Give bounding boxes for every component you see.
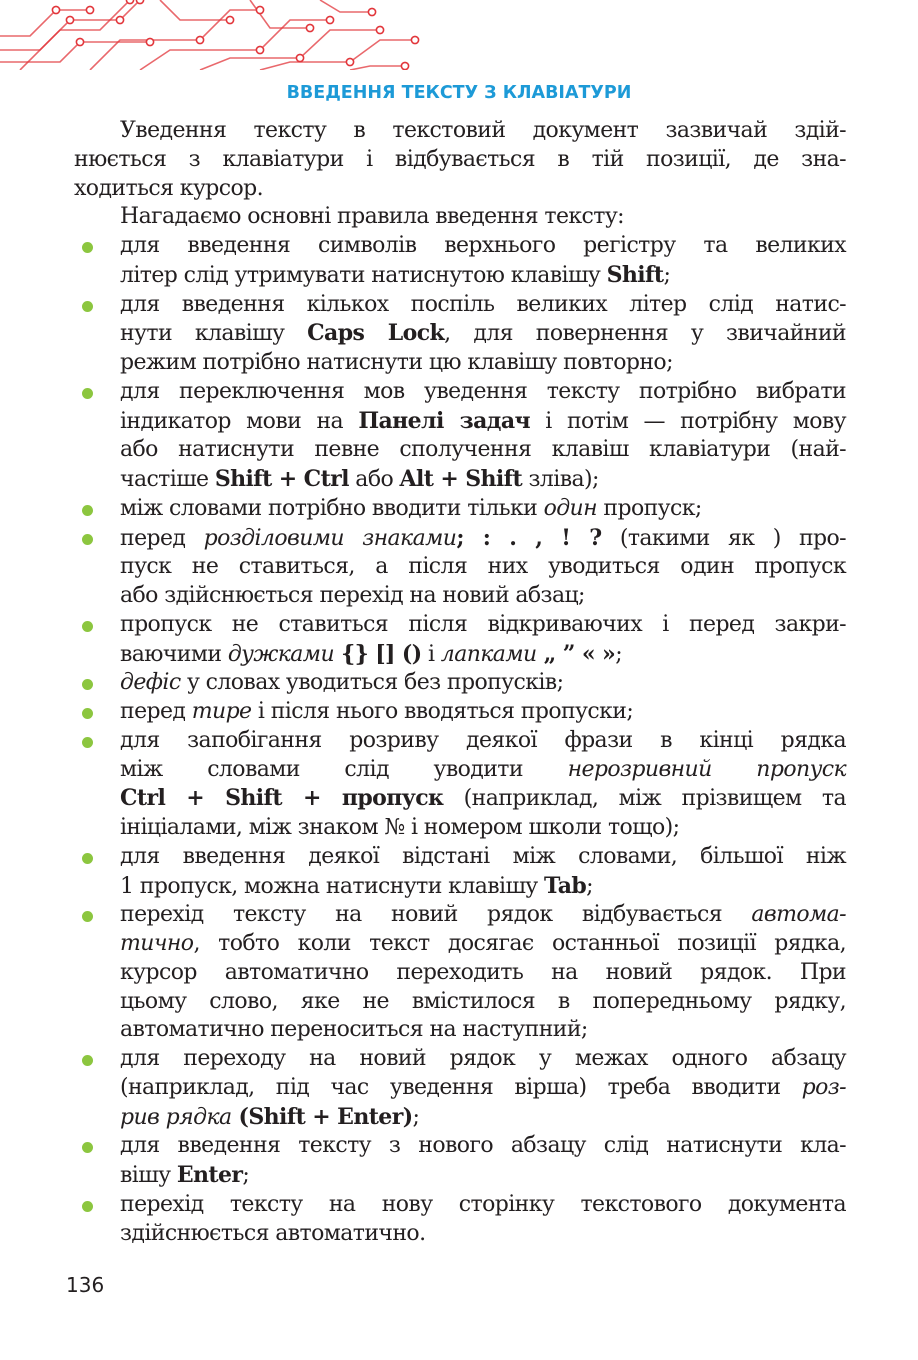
text-run: ; <box>663 262 671 288</box>
text-run: цьому слово, яке не вмістилося в попередньому рядку, <box>120 988 846 1014</box>
rule-line <box>120 814 846 843</box>
text-run: курсор автоматично переходить на новий рядок. При <box>120 959 846 985</box>
italic-term: лапками <box>440 641 537 667</box>
text-run: пуск не ставиться, а після них уводиться один пропуск <box>120 554 846 580</box>
lead-paragraph <box>120 203 846 232</box>
intro-paragraph <box>74 117 846 203</box>
text-run: зліва); <box>522 467 599 492</box>
rule-line <box>120 959 846 988</box>
italic-term: роз- <box>801 1074 846 1100</box>
text-run: ; <box>586 873 593 899</box>
text-run: ; <box>615 641 623 667</box>
bold-term: Shift <box>606 261 664 288</box>
bold-term: Alt + Shift <box>399 466 523 492</box>
bullet-icon <box>82 534 93 545</box>
text-run: (наприклад, під час уведення вірша) треба вводити <box>120 1074 802 1100</box>
text-run: літер слід утримувати натиснутою клавішу <box>120 262 607 288</box>
text-run: для введення деякої відстані між словами, більшої ніж <box>120 843 846 869</box>
italic-term: дефіс <box>120 670 181 696</box>
rule-line <box>120 1103 846 1133</box>
rule-line <box>120 727 846 756</box>
bullet-icon <box>82 1055 93 1066</box>
bullet-icon <box>82 737 93 748</box>
intro-line-2: нюється з клавіатури і відбувається в тій позиції, де зна- <box>74 146 846 172</box>
text-run: , для повернення у звичайний <box>444 321 846 347</box>
text-run: для введення символів верхнього регістру та великих <box>120 233 846 258</box>
italic-term: рив рядка <box>120 1104 232 1130</box>
rule-line <box>120 436 846 465</box>
text-run: пропуск не ставиться після відкриваючих і перед закри- <box>120 611 846 637</box>
rule-item <box>120 378 846 495</box>
rule-line <box>120 1191 846 1220</box>
bullet-icon <box>82 708 93 719</box>
rule-line <box>120 611 846 640</box>
rule-line <box>120 553 846 582</box>
circuit-decoration <box>0 0 430 70</box>
rule-line <box>120 698 846 727</box>
rule-item <box>120 698 846 727</box>
rule-line <box>120 378 846 407</box>
rule-item <box>120 669 846 698</box>
text-run: або здійснюється перехід на новий абзац; <box>120 583 585 608</box>
italic-term: тично <box>120 931 194 956</box>
bold-term: Shift + Ctrl <box>214 466 349 492</box>
text-run: здійснюється автоматично. <box>120 1220 426 1246</box>
text-run: перехід тексту на нову сторінку текстового документа <box>120 1191 846 1217</box>
rule-line <box>120 1220 846 1249</box>
rule-line <box>120 495 846 524</box>
rule-line <box>120 901 846 930</box>
rule-item <box>120 1191 846 1249</box>
text-run: між словами слід уводити <box>120 756 568 782</box>
rule-line <box>120 756 846 785</box>
rule-line <box>120 669 846 698</box>
rule-line <box>120 1074 846 1103</box>
bold-term: (Shift + Enter) <box>231 1103 413 1130</box>
rule-line <box>120 261 846 291</box>
text-run: або <box>348 467 400 492</box>
text-run: і після нього вводяться пропуски; <box>251 699 634 724</box>
rule-item <box>120 291 846 378</box>
bullet-icon <box>82 853 93 864</box>
text-run: для введення тексту з нового абзацу слід натиснути кла- <box>120 1133 846 1159</box>
rule-item <box>120 901 846 1045</box>
rule-item <box>120 524 846 611</box>
bold-term: Caps Lock <box>307 320 445 347</box>
intro-line-3: ходиться курсор. <box>74 175 264 201</box>
page-number: 136 <box>66 1273 105 1297</box>
rule-line <box>120 524 846 554</box>
rule-line <box>120 872 846 902</box>
text-run: ваючими <box>120 641 228 667</box>
rule-line <box>120 349 846 378</box>
rule-item <box>120 1045 846 1132</box>
rule-line <box>120 1016 846 1045</box>
text-run: вішу <box>120 1163 177 1188</box>
rule-line <box>120 784 846 814</box>
italic-term: один <box>543 495 598 521</box>
rule-line <box>120 930 846 959</box>
text-run: ; <box>412 1104 420 1130</box>
rule-line <box>120 843 846 872</box>
rule-item <box>120 727 846 843</box>
section-title: ВВЕДЕННЯ ТЕКСТУ З КЛАВІАТУРИ <box>286 83 632 103</box>
text-run: частіше <box>120 467 215 492</box>
text-run: для переходу на новий рядок у межах одного абзацу <box>120 1046 846 1071</box>
text-run: для переключення мов уведення тексту потрібно вибрати <box>120 378 846 404</box>
text-run: автоматично переноситься на наступний; <box>120 1017 588 1043</box>
text-run: нути клавішу <box>120 321 308 347</box>
bullet-icon <box>82 621 93 632</box>
text-run: або натиснути певне сполучення клавіш клавіатури (най- <box>120 437 846 463</box>
rule-line <box>120 291 846 320</box>
body-text <box>74 117 847 1248</box>
text-run: між словами потрібно вводити тільки <box>120 495 544 521</box>
rule-item <box>120 843 846 902</box>
rule-line <box>120 1161 846 1191</box>
rule-item <box>120 1132 846 1191</box>
italic-term: дужками <box>227 641 335 667</box>
rule-line <box>120 1132 846 1161</box>
bullet-icon <box>82 1201 93 1212</box>
text-run: і <box>421 641 441 667</box>
bold-term: „ ” « » <box>536 640 616 667</box>
bullet-icon <box>82 911 93 922</box>
text-run: для введення кількох поспіль великих літер слід натис- <box>120 291 846 317</box>
text-run: 1 пропуск, можна натиснути клавішу <box>120 873 545 899</box>
rule-item <box>120 232 846 291</box>
bold-term: Панелі задач <box>358 407 530 434</box>
bullet-icon <box>82 505 93 516</box>
italic-term: розділовими знаками <box>203 525 457 551</box>
text-run: і потім — потрібну мову <box>529 408 846 434</box>
bullet-icon <box>82 1142 93 1153</box>
rule-line <box>120 465 846 495</box>
text-run: індикатор мови на <box>120 408 359 434</box>
text-run: у словах уводиться без пропусків; <box>180 670 564 696</box>
rule-line <box>120 640 846 670</box>
rule-line <box>120 232 846 261</box>
bold-term: Tab <box>544 872 587 899</box>
text-run: для запобігання розриву деякої фрази в кінці рядка <box>120 727 846 753</box>
text-run: ) про- <box>772 525 847 551</box>
rule-item <box>120 495 846 524</box>
text-run: режим потрібно натиснути цю клавішу повторно; <box>120 350 673 375</box>
text-run: перехід тексту на новий рядок відбувається <box>120 902 752 928</box>
bold-term: ; : . , ! ? <box>456 524 602 551</box>
italic-term: автома- <box>751 902 846 928</box>
italic-term: нерозривний пропуск <box>567 756 846 782</box>
text-run: (такими як <box>601 525 773 551</box>
lead-line: Нагадаємо основні правила введення тексту: <box>120 204 624 230</box>
intro-line-1: Уведення тексту в текстовий документ зазвичай здій- <box>120 118 846 143</box>
text-run: ініціалами, між знаком № і номером школи тощо); <box>120 815 680 840</box>
rules-list <box>120 232 846 1248</box>
rule-item <box>120 611 846 670</box>
rule-line <box>120 319 846 349</box>
bullet-icon <box>82 388 93 399</box>
bullet-icon <box>82 301 93 312</box>
text-run: , тобто коли текст досягає останньої позиції рядка, <box>193 931 846 956</box>
rule-line <box>120 1045 846 1074</box>
text-run: (наприклад, між прізвищем та <box>443 786 846 812</box>
rule-line <box>120 407 846 437</box>
italic-term: тире <box>191 699 252 724</box>
text-run: пропуск; <box>597 495 702 521</box>
text-run: ; <box>242 1163 250 1188</box>
rule-line <box>120 988 846 1017</box>
text-run: перед <box>120 525 204 551</box>
bullet-icon <box>82 242 93 253</box>
bold-term: Ctrl + Shift + пропуск <box>120 785 444 812</box>
rule-line <box>120 582 846 611</box>
bold-term: {} [] () <box>334 640 422 667</box>
text-run: перед <box>120 699 192 724</box>
bold-term: Enter <box>176 1162 243 1188</box>
bullet-icon <box>82 679 93 690</box>
